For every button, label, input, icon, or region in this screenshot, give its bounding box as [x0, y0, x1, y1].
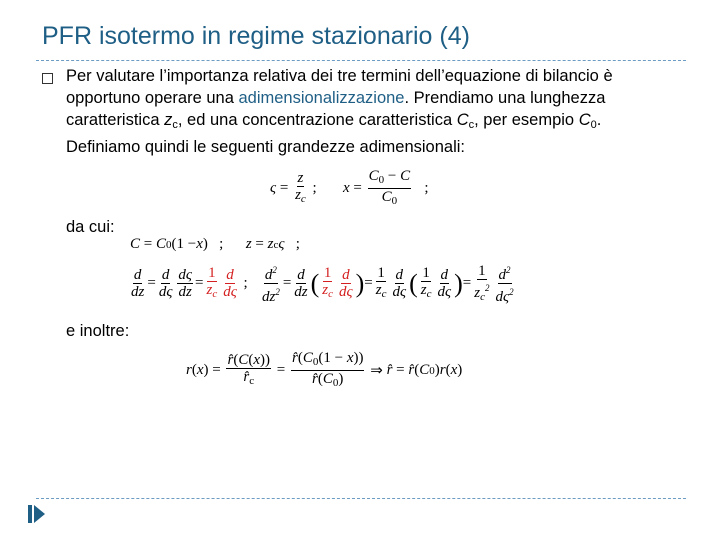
title-divider: [36, 60, 686, 61]
zc-symbol: z: [164, 111, 173, 129]
footer-divider: [36, 498, 686, 499]
equation-reaction-rate: r ( x ) = $\frac{r̂(C(x))}{r̂_c}$ = $\frac{r̂(C_0(1 - x))}{r̂(C_0)}$ ⇒ r̂ = r̂ ( C 0 ) r ( x ): [186, 350, 463, 389]
cc-symbol: C: [456, 111, 469, 129]
equation-dimensionless-defs: ς = $\frac{z}{z_c}$ ; x = $\frac{C_0 - C}{C_0}$ ;: [270, 168, 429, 207]
slide-title: PFR isotermo in regime stazionario (4): [42, 22, 470, 50]
intro-paragraph: [66, 65, 666, 158]
highlighted-term: adimensionalizzazione: [238, 89, 405, 107]
nav-bar-icon[interactable]: [28, 505, 32, 523]
bullet-box-icon: [42, 73, 53, 84]
para-text-2: . Prendiamo una lunghezza caratteristica: [66, 89, 606, 129]
c0-symbol: C: [578, 111, 591, 129]
para-text-1: Per valutare l’importanza relativa dei tre termini dell’equazione di bilancio è opportuno operare una: [66, 67, 613, 107]
para-text-3: , ed una concentrazione caratteristica: [177, 111, 457, 129]
zc-subscript: c: [172, 119, 178, 131]
para-text-5: . Definiamo quindi le seguenti grandezze adimensionali:: [66, 111, 602, 156]
equation-derivative-operators: $\frac{d}{dz}$ = $\frac{d}{d\varsigma}$ $\frac{d\varsigma}{dz}$ = $\frac{1}{z_c}$ $\frac{d}{d\varsigma}$ ; $\frac{d^2}{dz^2}$ = $\frac{d}{dz}$ ( $\frac{1}{z_c}$ $\frac{d}{d\varsigma}$ ) = $\frac{1}{z_c}$ $\frac{d}{d\varsigma}$ ( $\frac{1}{z_c}$ $\frac{d}{d\varsigma}$ ) = $\frac{1}{z_c^2}$ $\frac{d^2}{d\varsigma^2}$: [131, 262, 514, 305]
next-slide-arrow-icon[interactable]: [34, 505, 45, 523]
cc-subscript: c: [468, 119, 475, 131]
label-da-cui: da cui:: [66, 218, 115, 236]
c0-subscript: 0: [590, 119, 597, 131]
para-text-4: , per esempio: [474, 111, 579, 129]
label-e-inoltre: e inoltre:: [66, 322, 130, 340]
equation-c-and-z: C = C 0 (1 − x ) ; z = z c ς ;: [130, 236, 300, 252]
